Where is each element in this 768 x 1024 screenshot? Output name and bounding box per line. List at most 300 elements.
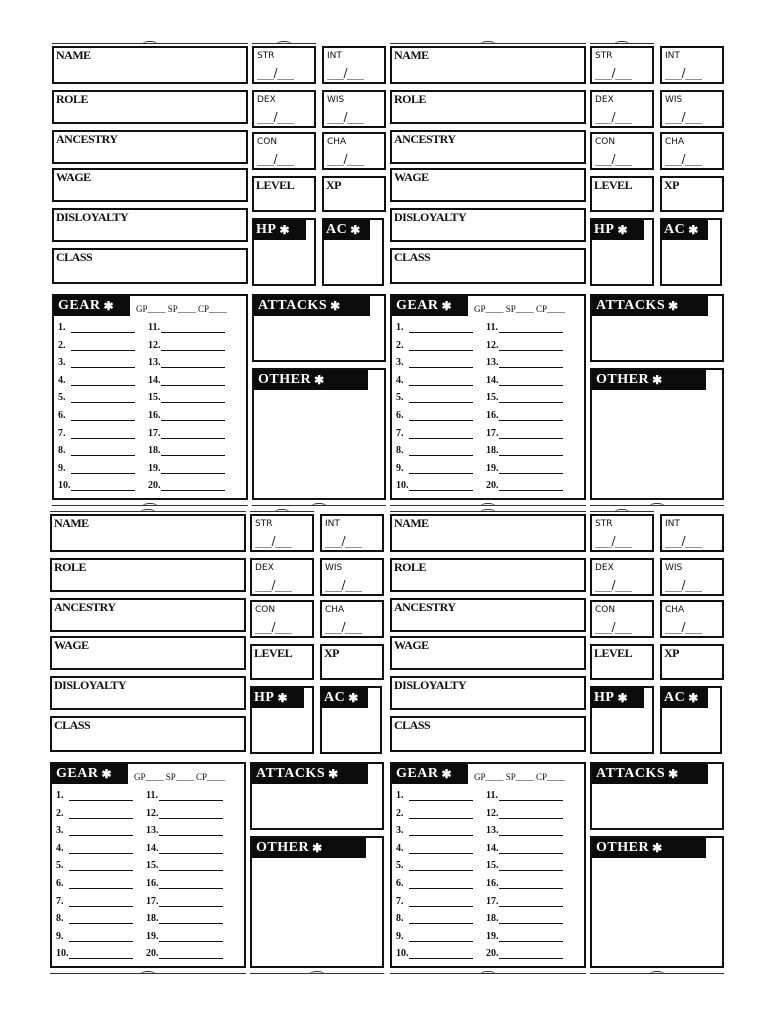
wage-label: WAGE <box>56 170 91 184</box>
class-label: CLASS <box>56 250 93 264</box>
gear-line-number: 15. <box>146 860 159 872</box>
gear-line-blank[interactable] <box>499 481 563 491</box>
wage-field[interactable] <box>390 168 586 202</box>
gear-line-blank[interactable] <box>71 376 135 386</box>
gear-line-number: 18. <box>486 445 499 457</box>
gear-line-7[interactable] <box>396 896 473 907</box>
character-sheet-1 <box>52 46 388 508</box>
cha-box[interactable] <box>322 132 386 170</box>
character-sheet-4 <box>390 514 726 976</box>
gear-line-blank[interactable] <box>159 897 223 907</box>
gear-label: GEAR <box>58 298 101 313</box>
gear-line-blank[interactable] <box>71 464 135 474</box>
ac-label: AC <box>664 690 686 705</box>
gear-line-10[interactable] <box>56 948 133 959</box>
ancestry-field[interactable] <box>50 598 246 632</box>
gear-line-blank[interactable] <box>71 323 135 333</box>
str-box[interactable] <box>590 46 654 84</box>
flourish-ornament <box>390 973 586 974</box>
gear-line-blank[interactable] <box>409 481 473 491</box>
class-field[interactable] <box>50 716 246 752</box>
cha-box[interactable] <box>660 600 724 638</box>
ink-splat-icon: ✱ <box>668 299 679 313</box>
level-label: LEVEL <box>594 646 633 660</box>
con-label: CON <box>255 605 276 615</box>
gear-line-blank[interactable] <box>69 879 133 889</box>
ink-splat-icon: ✱ <box>652 373 663 387</box>
hp-banner <box>252 220 306 240</box>
gear-line-1[interactable] <box>58 322 135 333</box>
gear-line-4[interactable] <box>396 375 473 386</box>
gear-line-blank[interactable] <box>409 393 473 403</box>
gear-line-blank[interactable] <box>71 481 135 491</box>
other-banner <box>252 838 366 858</box>
disloyalty-label: DISLOYALTY <box>394 678 467 692</box>
gear-line-11[interactable] <box>146 790 223 801</box>
gear-line-number: 3. <box>58 357 66 369</box>
flourish-ornament <box>590 511 654 512</box>
gear-line-blank[interactable] <box>161 446 225 456</box>
flourish-ornament <box>390 43 586 44</box>
gear-line-number: 3. <box>396 825 404 837</box>
gear-line-16[interactable] <box>146 878 223 889</box>
gear-line-blank[interactable] <box>69 826 133 836</box>
class-field[interactable] <box>390 716 586 752</box>
wis-box[interactable] <box>320 558 384 596</box>
gear-line-blank[interactable] <box>409 323 473 333</box>
gear-line-blank[interactable] <box>409 879 473 889</box>
gear-line-10[interactable] <box>58 480 135 491</box>
gear-line-blank[interactable] <box>71 358 135 368</box>
con-box[interactable] <box>590 132 654 170</box>
gear-line-blank[interactable] <box>499 844 563 854</box>
gear-line-number: 18. <box>146 913 159 925</box>
str-label: STR <box>255 519 273 529</box>
gear-line-7[interactable] <box>396 428 473 439</box>
gear-line-5[interactable] <box>56 860 133 871</box>
gear-line-blank[interactable] <box>409 844 473 854</box>
gear-line-18[interactable] <box>146 913 223 924</box>
dex-box[interactable] <box>252 90 316 128</box>
flourish-ornament <box>252 43 316 44</box>
gear-line-14[interactable] <box>148 375 225 386</box>
class-label: CLASS <box>394 718 431 732</box>
gear-line-10[interactable] <box>396 480 473 491</box>
ink-splat-icon: ✱ <box>668 767 679 781</box>
gear-line-blank[interactable] <box>69 932 133 942</box>
ancestry-label: ANCESTRY <box>394 600 456 614</box>
gear-line-12[interactable] <box>146 808 223 819</box>
gear-line-blank[interactable] <box>71 341 135 351</box>
gear-line-13[interactable] <box>486 357 563 368</box>
gear-line-2[interactable] <box>56 808 133 819</box>
gear-line-number: 16. <box>146 878 159 889</box>
gear-line-2[interactable] <box>396 340 473 351</box>
gear-line-number: 12. <box>148 339 161 351</box>
role-field[interactable] <box>52 90 248 124</box>
gear-line-blank[interactable] <box>499 861 563 871</box>
gear-line-2[interactable] <box>396 808 473 819</box>
gear-line-number: 17. <box>146 895 159 907</box>
gear-line-blank[interactable] <box>69 791 133 801</box>
dex-box[interactable] <box>590 558 654 596</box>
gear-line-16[interactable] <box>148 410 225 421</box>
gear-line-blank[interactable] <box>71 446 135 456</box>
hp-label: HP <box>594 690 615 705</box>
gear-line-19[interactable] <box>486 463 563 474</box>
int-box[interactable] <box>660 46 724 84</box>
dex-box[interactable] <box>590 90 654 128</box>
gear-line-blank[interactable] <box>161 411 225 421</box>
gear-line-blank[interactable] <box>159 949 223 959</box>
disloyalty-field[interactable] <box>390 208 586 242</box>
gear-line-blank[interactable] <box>499 897 563 907</box>
gear-line-3[interactable] <box>58 357 135 368</box>
gear-line-blank[interactable] <box>159 861 223 871</box>
gear-line-blank[interactable] <box>161 358 225 368</box>
level-box[interactable] <box>252 176 316 212</box>
gear-line-12[interactable] <box>486 340 563 351</box>
class-field[interactable] <box>52 248 248 284</box>
name-field[interactable] <box>390 514 586 552</box>
gear-line-blank[interactable] <box>499 393 563 403</box>
gear-line-13[interactable] <box>148 357 225 368</box>
con-label: CON <box>595 137 616 147</box>
dex-value: ___/___ <box>595 110 632 124</box>
str-box[interactable] <box>252 46 316 84</box>
gear-line-17[interactable] <box>486 428 563 439</box>
ancestry-field[interactable] <box>390 130 586 164</box>
gear-line-number: 7. <box>396 895 404 907</box>
gear-line-blank[interactable] <box>409 914 473 924</box>
coin-purse: GP____ SP____ CP____ <box>136 304 228 314</box>
level-box[interactable] <box>590 176 654 212</box>
gear-line-20[interactable] <box>148 480 225 491</box>
gear-line-blank[interactable] <box>499 446 563 456</box>
gear-line-blank[interactable] <box>69 809 133 819</box>
gear-line-blank[interactable] <box>409 932 473 942</box>
gear-line-blank[interactable] <box>409 791 473 801</box>
gear-line-blank[interactable] <box>71 393 135 403</box>
con-box[interactable] <box>250 600 314 638</box>
gear-line-blank[interactable] <box>69 861 133 871</box>
gear-line-11[interactable] <box>486 790 563 801</box>
gear-line-blank[interactable] <box>409 376 473 386</box>
gear-line-number: 6. <box>396 878 404 889</box>
class-label: CLASS <box>54 718 91 732</box>
gear-line-number: 10. <box>58 480 71 492</box>
dex-label: DEX <box>255 563 274 573</box>
gear-line-blank[interactable] <box>499 914 563 924</box>
gear-line-number: 17. <box>486 895 499 907</box>
gear-line-9[interactable] <box>396 931 473 942</box>
role-field[interactable] <box>50 558 246 592</box>
gear-line-10[interactable] <box>396 948 473 959</box>
int-box[interactable] <box>322 46 386 84</box>
gear-line-3[interactable] <box>56 825 133 836</box>
gear-line-20[interactable] <box>486 480 563 491</box>
con-box[interactable] <box>590 600 654 638</box>
gear-line-5[interactable] <box>396 392 473 403</box>
gear-line-8[interactable] <box>396 913 473 924</box>
xp-box[interactable] <box>320 644 384 680</box>
gear-line-blank[interactable] <box>499 358 563 368</box>
gear-line-blank[interactable] <box>161 376 225 386</box>
int-label: INT <box>665 51 680 61</box>
gear-line-2[interactable] <box>58 340 135 351</box>
gear-line-15[interactable] <box>486 392 563 403</box>
gear-line-13[interactable] <box>146 825 223 836</box>
gear-line-number: 12. <box>486 339 499 351</box>
ac-banner <box>660 220 708 240</box>
gear-line-blank[interactable] <box>499 809 563 819</box>
gear-line-blank[interactable] <box>69 914 133 924</box>
gear-line-blank[interactable] <box>409 341 473 351</box>
wage-field[interactable] <box>52 168 248 202</box>
gear-line-1[interactable] <box>56 790 133 801</box>
gear-line-blank[interactable] <box>71 429 135 439</box>
gear-line-blank[interactable] <box>409 826 473 836</box>
gear-line-4[interactable] <box>396 843 473 854</box>
gear-line-1[interactable] <box>396 322 473 333</box>
gear-line-6[interactable] <box>396 878 473 889</box>
gear-line-9[interactable] <box>56 931 133 942</box>
hp-label: HP <box>256 222 277 237</box>
wis-box[interactable] <box>660 558 724 596</box>
gear-line-20[interactable] <box>486 948 563 959</box>
gear-line-number: 5. <box>58 392 66 404</box>
gear-line-blank[interactable] <box>159 809 223 819</box>
gear-line-blank[interactable] <box>71 411 135 421</box>
gear-line-blank[interactable] <box>499 429 563 439</box>
gear-banner <box>392 764 468 784</box>
name-field[interactable] <box>52 46 248 84</box>
cha-box[interactable] <box>660 132 724 170</box>
gear-line-8[interactable] <box>56 913 133 924</box>
gear-line-1[interactable] <box>396 790 473 801</box>
gear-line-number: 11. <box>486 322 498 333</box>
class-label: CLASS <box>394 250 431 264</box>
gear-line-number: 8. <box>396 445 404 457</box>
gear-line-16[interactable] <box>486 878 563 889</box>
gear-line-blank[interactable] <box>159 826 223 836</box>
gear-line-17[interactable] <box>148 428 225 439</box>
gear-line-blank[interactable] <box>159 932 223 942</box>
gear-line-7[interactable] <box>56 896 133 907</box>
cha-box[interactable] <box>320 600 384 638</box>
gear-line-blank[interactable] <box>69 949 133 959</box>
flourish-ornament <box>50 973 246 974</box>
gear-line-number: 11. <box>148 322 160 333</box>
gear-line-number: 19. <box>146 930 159 942</box>
role-field[interactable] <box>390 558 586 592</box>
int-box[interactable] <box>320 514 384 552</box>
wis-value: ___/___ <box>665 110 702 124</box>
disloyalty-field[interactable] <box>52 208 248 242</box>
xp-label: XP <box>664 646 679 660</box>
gear-line-14[interactable] <box>486 843 563 854</box>
xp-box[interactable] <box>660 176 724 212</box>
gear-line-blank[interactable] <box>161 341 225 351</box>
disloyalty-field[interactable] <box>50 676 246 710</box>
gear-line-blank[interactable] <box>409 809 473 819</box>
gear-line-blank[interactable] <box>499 932 563 942</box>
gear-line-15[interactable] <box>148 392 225 403</box>
gear-line-18[interactable] <box>148 445 225 456</box>
gear-line-19[interactable] <box>148 463 225 474</box>
gear-line-14[interactable] <box>486 375 563 386</box>
dex-box[interactable] <box>250 558 314 596</box>
gear-line-blank[interactable] <box>409 446 473 456</box>
gear-line-blank[interactable] <box>161 429 225 439</box>
gear-line-number: 11. <box>146 790 158 801</box>
class-field[interactable] <box>390 248 586 284</box>
str-label: STR <box>257 51 275 61</box>
gear-line-7[interactable] <box>58 428 135 439</box>
role-field[interactable] <box>390 90 586 124</box>
gear-line-12[interactable] <box>148 340 225 351</box>
gear-line-blank[interactable] <box>159 844 223 854</box>
gear-line-17[interactable] <box>486 896 563 907</box>
str-value: ___/___ <box>595 66 632 80</box>
gear-line-blank[interactable] <box>409 411 473 421</box>
con-box[interactable] <box>252 132 316 170</box>
gear-line-15[interactable] <box>146 860 223 871</box>
gear-line-9[interactable] <box>396 463 473 474</box>
gear-line-blank[interactable] <box>499 826 563 836</box>
ink-splat-icon: ✱ <box>279 223 291 237</box>
other-label: OTHER <box>256 840 310 855</box>
other-label: OTHER <box>258 372 312 387</box>
gear-line-8[interactable] <box>58 445 135 456</box>
level-box[interactable] <box>590 644 654 680</box>
int-box[interactable] <box>660 514 724 552</box>
gear-line-12[interactable] <box>486 808 563 819</box>
dex-value: ___/___ <box>255 578 292 592</box>
gear-label: GEAR <box>396 298 439 313</box>
gear-line-16[interactable] <box>486 410 563 421</box>
gear-line-blank[interactable] <box>409 861 473 871</box>
disloyalty-field[interactable] <box>390 676 586 710</box>
dex-label: DEX <box>257 95 276 105</box>
gear-line-number: 7. <box>58 427 66 439</box>
gear-line-4[interactable] <box>56 843 133 854</box>
name-label: NAME <box>56 48 91 62</box>
gear-line-blank[interactable] <box>409 358 473 368</box>
gear-line-blank[interactable] <box>409 897 473 907</box>
gear-line-number: 8. <box>396 913 404 925</box>
gear-line-3[interactable] <box>396 357 473 368</box>
gear-line-blank[interactable] <box>159 879 223 889</box>
gear-line-number: 15. <box>486 860 499 872</box>
gear-line-11[interactable] <box>148 322 225 333</box>
gear-label: GEAR <box>56 766 99 781</box>
gear-line-blank[interactable] <box>409 949 473 959</box>
attacks-label: ATTACKS <box>256 766 326 781</box>
gear-line-number: 11. <box>486 790 498 801</box>
gear-line-number: 3. <box>396 357 404 369</box>
gear-line-20[interactable] <box>146 948 223 959</box>
gear-line-3[interactable] <box>396 825 473 836</box>
gear-line-6[interactable] <box>56 878 133 889</box>
gear-line-number: 14. <box>486 842 499 854</box>
ancestry-field[interactable] <box>390 598 586 632</box>
gear-line-blank[interactable] <box>69 897 133 907</box>
gear-line-19[interactable] <box>146 931 223 942</box>
str-value: ___/___ <box>255 534 292 548</box>
gear-line-blank[interactable] <box>409 464 473 474</box>
ink-splat-icon: ✱ <box>330 299 341 313</box>
gear-line-number: 2. <box>58 339 66 351</box>
gear-line-6[interactable] <box>396 410 473 421</box>
gear-line-blank[interactable] <box>499 376 563 386</box>
gear-line-blank[interactable] <box>159 914 223 924</box>
ink-splat-icon: ✱ <box>101 767 113 781</box>
gear-line-blank[interactable] <box>499 791 563 801</box>
other-banner <box>254 370 368 390</box>
name-field[interactable] <box>50 514 246 552</box>
gear-line-14[interactable] <box>146 843 223 854</box>
gear-line-blank[interactable] <box>499 949 563 959</box>
int-label: INT <box>665 519 680 529</box>
flourish-ornament <box>250 973 384 974</box>
xp-box[interactable] <box>660 644 724 680</box>
gear-line-number: 2. <box>56 807 64 819</box>
gear-line-blank[interactable] <box>409 429 473 439</box>
gear-line-blank[interactable] <box>499 879 563 889</box>
gear-line-5[interactable] <box>396 860 473 871</box>
gear-line-17[interactable] <box>146 896 223 907</box>
gear-line-9[interactable] <box>58 463 135 474</box>
gear-line-6[interactable] <box>58 410 135 421</box>
wage-field[interactable] <box>390 636 586 670</box>
gear-line-blank[interactable] <box>69 844 133 854</box>
gear-line-blank[interactable] <box>499 323 563 333</box>
level-box[interactable] <box>250 644 314 680</box>
gear-line-13[interactable] <box>486 825 563 836</box>
cha-label: CHA <box>665 137 685 147</box>
gear-line-11[interactable] <box>486 322 563 333</box>
name-field[interactable] <box>390 46 586 84</box>
wis-box[interactable] <box>660 90 724 128</box>
gear-line-blank[interactable] <box>159 791 223 801</box>
gear-line-blank[interactable] <box>161 393 225 403</box>
gear-line-blank[interactable] <box>499 341 563 351</box>
gear-line-15[interactable] <box>486 860 563 871</box>
gear-line-8[interactable] <box>396 445 473 456</box>
gear-line-18[interactable] <box>486 913 563 924</box>
gear-line-blank[interactable] <box>499 411 563 421</box>
gear-line-blank[interactable] <box>499 464 563 474</box>
gear-line-number: 10. <box>396 480 409 492</box>
gear-line-number: 19. <box>486 930 499 942</box>
other-banner <box>592 370 706 390</box>
gear-line-blank[interactable] <box>161 323 225 333</box>
gear-line-number: 5. <box>396 392 404 404</box>
wis-box[interactable] <box>322 90 386 128</box>
wage-field[interactable] <box>50 636 246 670</box>
ancestry-field[interactable] <box>52 130 248 164</box>
str-box[interactable] <box>250 514 314 552</box>
gear-line-blank[interactable] <box>161 464 225 474</box>
gear-line-19[interactable] <box>486 931 563 942</box>
xp-box[interactable] <box>322 176 386 212</box>
gear-line-5[interactable] <box>58 392 135 403</box>
gear-line-blank[interactable] <box>161 481 225 491</box>
str-box[interactable] <box>590 514 654 552</box>
gear-line-18[interactable] <box>486 445 563 456</box>
gear-line-4[interactable] <box>58 375 135 386</box>
